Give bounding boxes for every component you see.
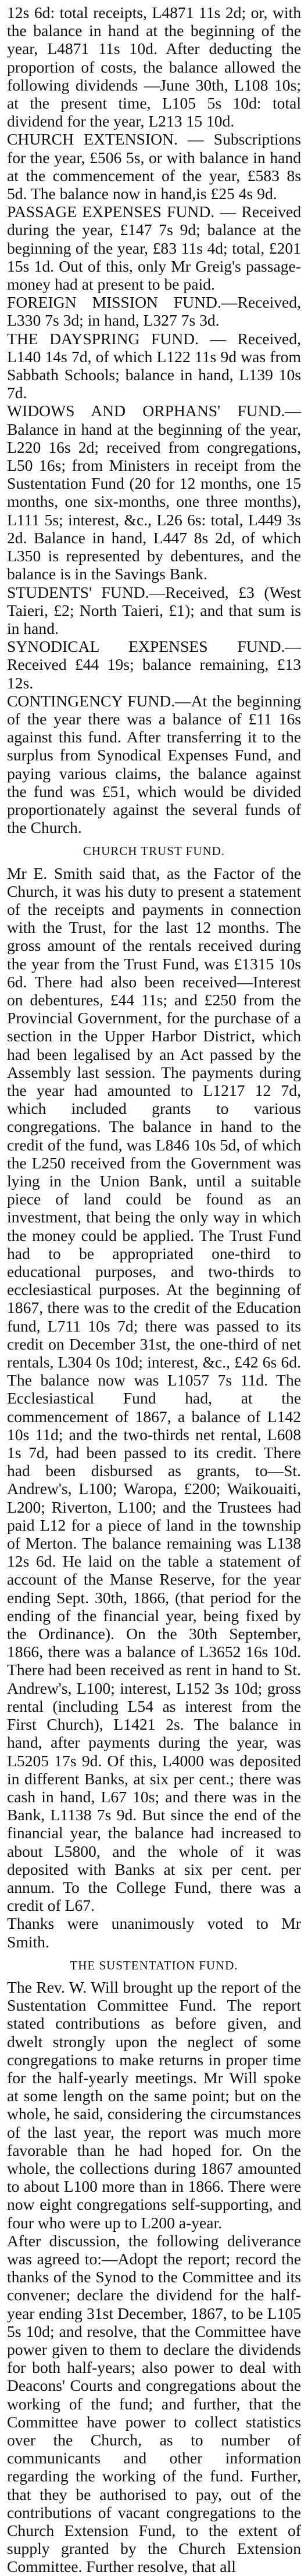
passage-expenses-paragraph: PASSAGE EXPENSES FUND. — Received during the year, £147 7s 9d; balance at the beginning of the year, £83 11s 4d; total, £201 15s 1d. Out of this, only Mr Greig's passage-money had at present to be paid.: [7, 203, 301, 294]
church-trust-heading: CHURCH TRUST FUND.: [83, 844, 225, 858]
contingency-fund-paragraph: CONTINGENCY FUND.—At the beginning of the year there was a balance of £11 16s against this fund. After transferring it to the surplus from Synodical Expenses Fund, and paying various claims, the balance against the fund was £51, which would be divided proportionately against the several funds of the Church.: [7, 691, 301, 837]
church-extension-paragraph: CHURCH EXTENSION. — Subscriptions for the year, £506 5s, or with balance in hand at the commencement of the year, £583 8s 5d. The balance now in hand,is £25 4s 9d.: [7, 130, 301, 203]
dayspring-paragraph: THE DAYSPRING FUND. — Received, L140 14s 7d, of which L122 11s 9d was from Sabbath Schools; balance in hand, L139 10s 7d.: [7, 329, 301, 402]
widows-orphans-paragraph: WIDOWS AND ORPHANS' FUND.— Balance in hand at the beginning of the year, L220 16s 2d; received from congregations, L50 16s; from Ministers in receipt from the Sustentation Fund (20 for 12 months, one 15 months, one six-months, one three months), L111 5s; interest, &c., L26 6s: total, L449 3s 2d. Balance in hand, L447 8s 2d, of which L350 is represented by debentures, and the balance is in the Savings Bank.: [7, 402, 301, 583]
thanks-paragraph: Thanks were unanimously voted to Mr Smith.: [7, 1914, 301, 1951]
students-fund-paragraph: STUDENTS' FUND.—Received, £3 (West Taieri, £2; North Taieri, £1); and that sum is in hand.: [7, 583, 301, 637]
foreign-mission-paragraph: FOREIGN MISSION FUND.—Received, L330 7s 3d; in hand, L327 7s 3d.: [7, 293, 301, 330]
church-trust-paragraph: Mr E. Smith said that, as the Factor of the Church, it was his duty to present a statement of the receipts and payments in connection with the Trust, for the last 12 months. The gross amount of the rentals received during the year from the Trust Fund, was £1315 10s 6d. There had also been received—Interest on debentures, £44 11s; and £250 from the Provincial Government, for the purchase of a section in the Upper Harbor District, which had been legalised by an Act passed by the Assembly last session. The payments during the year had amounted to L1217 12 7d, which included grants to various congregations. The balance in hand to the credit of the fund, was L846 10s 5d, of which the L250 received from the Government was lying in the Union Bank, until a suitable piece of land could be found as an investment, that being the only way in which the money could be applied. The Trust Fund had to be appropriated one-third to educational purposes, and two-thirds to ecclesiastical purposes. At the beginning of 1867, there was to the credit of the Education fund, L711 10s 7d; there was passed to its credit on December 31st, the one-third of net rentals, L304 0s 10d; interest, &c., £42 6s 6d. The balance now was L1057 7s 11d. The Ecclesiastical Fund had, at the commencement of 1867, a balance of L142 10s 11d; and the two-thirds net rental, L608 1s 7d, had been passed to its credit. There had been disbursed as grants, to—St. Andrew's, L100; Waropa, £200; Waikouaiti, L200; Riverton, L100; and the Trustees had paid L12 for a piece of land in the township of Merton. The balance remaining was L138 12s 6d. He laid on the table a statement of account of the Manse Reserve, for the year ending Sept. 30th, 1866, (that period for the ending of the financial year, being fixed by the Ordinance). On the 30th September, 1866, there was a balance of L3652 16s 10d. There had been received as rent in hand to St. Andrew's, L100; interest, L152 3s 10d; gross rental (including L54 as interest from the First Church), L1421 2s. The balance in hand, after payments during the year, was L5205 17s 9d. Of this, L4000 was deposited in different Banks, at six per cent.; there was cash in hand, L67 10s; and there was in the Bank, L1138 7s 9d. But since the end of the financial year, the balance had increased to about L5800, and the whole of it was deposited with Banks at six per cent. per annum. To the College Fund, there was a credit of L67.: [7, 864, 301, 1915]
deliverance-paragraph: After discussion, the following deliverance was agreed to:—Adopt the report; record the thanks of the Synod to the Committee and its convener; declare the dividend for the half-year ending 31st December, 1867, to be L105 5s 10d; and resolve, that the Committee have power given to them to declare the dividends for both half-years; also power to deal with Deacons' Courts and congregations about the working of the fund; and further, that the Committee have power to collect statistics over the Church, as to number of communicants and other information regarding the working of the fund. Further, that they be authorised to pay, out of the contributions of vacant congregations to the Church Extension Fund, to the extent of supply granted by the Church Extension Committee. Further resolve, that all: [7, 2231, 301, 2576]
report-paragraph-receipts: 12s 6d: total receipts, L4871 11s 2d; or, with the balance in hand at the beginning of the year, L4871 11s 10d. After deducting the proportion of costs, the balance allowed the following dividends —June 30th, L108 10s; at the present time, L105 5s 10d: total dividend for the year, L213 15 10d.: [7, 3, 301, 131]
sustentation-report-paragraph: The Rev. W. Will brought up the report of the Sustentation Committee Fund. The report stated contributions as before given, and dwelt strongly upon the neglect of some congregations to make returns in proper time for the half-yearly meetings. Mr Will spoke at some length on the same point; but on the whole, he said, considering the circumstances of the last year, the report was much more favorable than he had hoped for. On the whole, the collections during 1867 amounted to about L100 more than in 1866. There were now eight congregations self-supporting, and four who were up to L200 a-year.: [7, 1978, 301, 2232]
synodical-expenses-paragraph: SYNODICAL EXPENSES FUND.—Received £44 19s; balance remaining, £13 12s.: [7, 637, 301, 692]
sustentation-heading: THE SUSTENTATION FUND.: [70, 1958, 238, 1972]
